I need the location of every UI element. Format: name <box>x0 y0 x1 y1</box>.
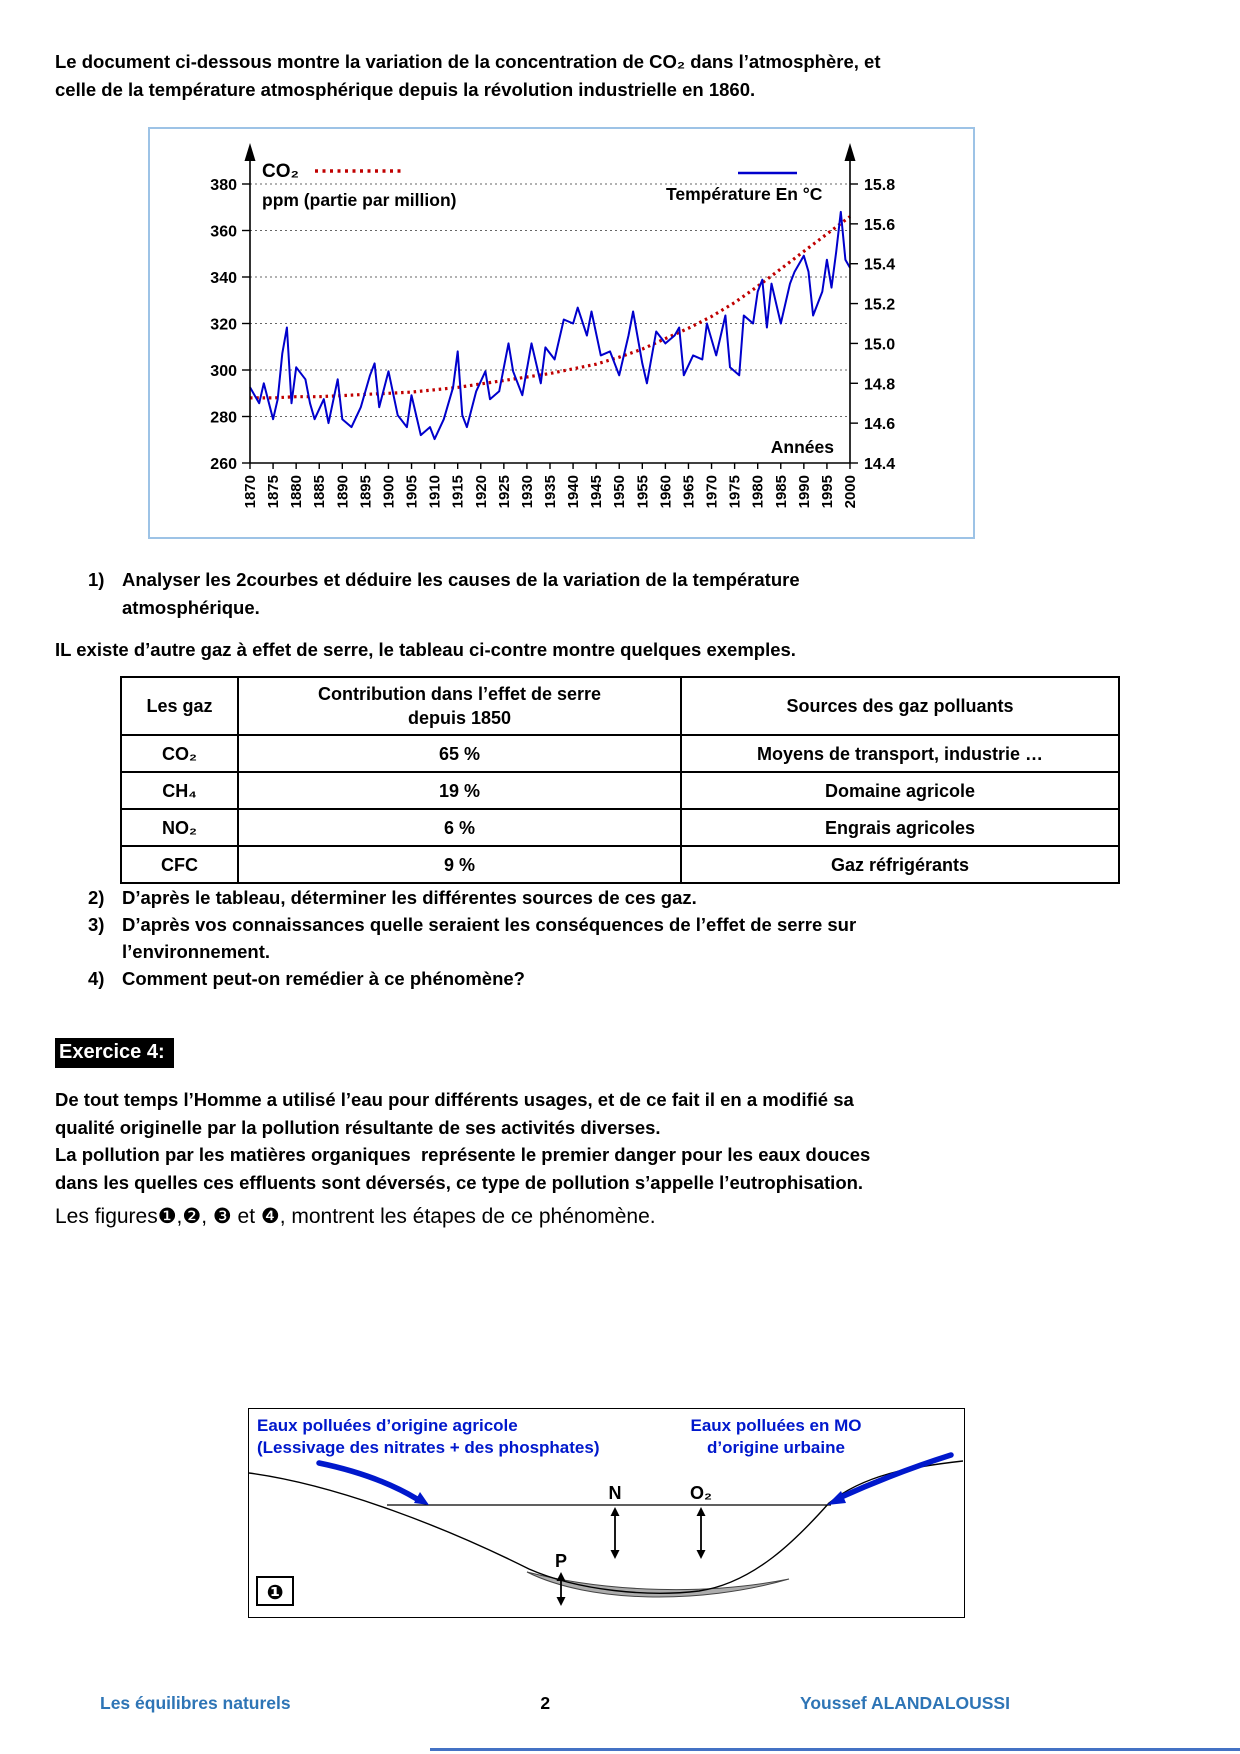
contribution-cell: 65 % <box>238 735 681 772</box>
arrow-head-down <box>697 1550 706 1559</box>
agricultural-water-label-line-2: (Lessivage des nitrates + des phosphates) <box>257 1438 600 1457</box>
phosphorus-label: P <box>554 1551 568 1571</box>
x-axis-tick-label: 1990 <box>795 475 813 509</box>
exercice-4-body: De tout temps l’Homme a utilisé l’eau pour différents usages, et de ce fait il en a modifié sa qualité originelle par la pollution résultante de ses activités diverses. La pollution par les matières organiques représente le premier danger pour les eaux douces dans les quelles ces effluents sont déversés, ce type de pollution s’appelle l’eutrophisation. <box>55 1089 871 1193</box>
x-axis-tick-label: 1950 <box>611 475 629 509</box>
left-axis-tick-label: 360 <box>210 223 237 241</box>
figures-caption: Les figures❶,❷, ❸ et ❹, montrent les étapes de ce phénomène. <box>55 1205 656 1228</box>
x-axis-tick-label: 1900 <box>380 475 398 509</box>
question-1-text: Analyser les 2courbes et déduire les causes de la variation de la température atmosphérique. <box>122 569 800 618</box>
left-axis-tick-label: 380 <box>210 177 237 194</box>
left-axis-arrow <box>245 143 256 161</box>
co2-series-line <box>250 217 850 398</box>
temperature-series-line <box>250 212 850 439</box>
table-row <box>121 846 1119 883</box>
x-axis-tick-label: 1945 <box>588 475 606 509</box>
chart-panel <box>148 127 975 539</box>
x-axis-tick-label: 1880 <box>288 475 306 509</box>
right-axis-tick-label: 15.4 <box>864 256 896 274</box>
x-axis-tick-label: 1895 <box>357 475 375 509</box>
x-axis-tick-label: 1960 <box>657 475 675 509</box>
x-axis-tick-label: 1930 <box>518 475 536 509</box>
footer-title: Les équilibres naturels <box>100 1693 291 1713</box>
right-axis-tick-label: 14.8 <box>864 376 896 394</box>
left-axis-tick-label: 300 <box>210 363 237 380</box>
x-axis-tick-label: 1970 <box>703 475 721 509</box>
source-cell: Domaine agricole <box>681 772 1119 809</box>
x-axis-tick-label: 1905 <box>403 475 421 509</box>
x-axis-tick-label: 1890 <box>334 475 352 509</box>
table-row <box>121 809 1119 846</box>
urban-water-label-line-1: Eaux polluées en MO <box>690 1416 862 1435</box>
x-axis-tick-label: 1940 <box>565 475 583 509</box>
urban-inflow-arrow <box>839 1455 951 1498</box>
x-axis-tick-label: 1870 <box>242 475 259 509</box>
table-header-contribution: Contribution dans l’effet de serre depuis 1850 <box>238 677 681 735</box>
x-axis-tick-label: 2000 <box>842 475 859 509</box>
question-3: 3) D’après vos connaissances quelle seraient les conséquences de l’effet de serre sur l’environnement. <box>88 914 857 962</box>
exercice-4-heading: Exercice 4: <box>55 1038 174 1068</box>
questions-2-4 <box>88 884 856 992</box>
table-row <box>121 772 1119 809</box>
gas-cell: NO₂ <box>121 809 238 846</box>
lake-basin-outline <box>249 1461 963 1593</box>
table-header-gas: Les gaz <box>121 677 238 735</box>
page-bottom-rule <box>430 1748 1240 1751</box>
arrow-head-up <box>611 1507 620 1516</box>
page-footer <box>100 1693 1010 1714</box>
table-header-sources: Sources des gaz polluants <box>681 677 1119 735</box>
source-cell: Moyens de transport, industrie … <box>681 735 1119 772</box>
co2-temperature-chart <box>150 129 973 537</box>
urban-water-label-line-2: d’origine urbaine <box>707 1438 845 1457</box>
source-cell: Gaz réfrigérants <box>681 846 1119 883</box>
right-axis-tick-label: 15.2 <box>864 296 896 314</box>
gas-cell: CH₄ <box>121 772 238 809</box>
legend-co2-unit: ppm (partie par million) <box>262 190 457 210</box>
legend-co2-label: CO₂ <box>262 161 299 182</box>
right-axis-tick-label: 15.6 <box>864 216 896 234</box>
contribution-cell: 19 % <box>238 772 681 809</box>
gas-cell: CFC <box>121 846 238 883</box>
x-axis-tick-label: 1885 <box>311 475 329 509</box>
eutrophication-figure-1 <box>248 1408 965 1618</box>
x-axis-tick-label: 1910 <box>426 475 444 509</box>
left-axis-tick-label: 320 <box>210 316 237 334</box>
left-axis-tick-label: 260 <box>210 456 237 473</box>
right-axis-tick-label: 15.0 <box>864 336 896 354</box>
oxygen-label: O₂ <box>690 1483 712 1503</box>
x-axis-tick-label: 1935 <box>542 475 559 509</box>
contribution-cell: 9 % <box>238 846 681 883</box>
left-axis-tick-label: 340 <box>210 270 237 287</box>
contribution-cell: 6 % <box>238 809 681 846</box>
intro-line-1: Le document ci-dessous montre la variation de la concentration de CO₂ dans l’atmosphère, et <box>55 51 881 72</box>
source-cell: Engrais agricoles <box>681 809 1119 846</box>
nitrogen-label: N <box>608 1483 622 1503</box>
x-axis-tick-label: 1925 <box>495 475 513 509</box>
agricultural-inflow-arrow <box>319 1463 417 1499</box>
table-row <box>121 735 1119 772</box>
chart-dynamic-layer <box>210 177 895 508</box>
table-header-row <box>121 677 1119 735</box>
arrow-head-down <box>611 1550 620 1559</box>
agricultural-water-label-line-1: Eaux polluées d’origine agricole <box>257 1416 518 1435</box>
right-axis-tick-label: 14.4 <box>864 456 896 473</box>
x-axis-tick-label: 1965 <box>680 475 698 509</box>
x-axis-tick-label: 1985 <box>772 475 790 509</box>
x-axis-tick-label: 1980 <box>749 475 767 509</box>
x-axis-title: Années <box>770 437 834 457</box>
question-1-number: 1) <box>88 569 105 590</box>
legend-temperature-label: Température En °C <box>666 184 823 204</box>
question-1 <box>88 566 800 622</box>
intro-line-2: celle de la température atmosphérique depuis la révolution industrielle en 1860. <box>55 79 756 100</box>
gases-intro: IL existe d’autre gaz à effet de serre, le tableau ci-contre montre quelques exemples. <box>55 639 796 660</box>
footer-author: Youssef ALANDALOUSSI <box>799 1693 1010 1713</box>
x-axis-tick-label: 1995 <box>818 475 836 509</box>
arrow-head-down <box>557 1597 566 1606</box>
right-axis-tick-label: 15.8 <box>864 177 896 194</box>
x-axis-tick-label: 1915 <box>449 475 467 509</box>
right-axis-tick-label: 14.6 <box>864 416 896 434</box>
intro-paragraph <box>55 48 881 104</box>
x-axis-tick-label: 1975 <box>726 475 744 509</box>
arrow-head-up <box>557 1572 566 1581</box>
x-axis-tick-label: 1875 <box>265 475 283 509</box>
greenhouse-gas-table <box>120 676 1120 884</box>
lake-diagram <box>249 1409 963 1616</box>
x-axis-tick-label: 1920 <box>472 475 490 509</box>
right-axis-arrow <box>845 143 856 161</box>
question-2: 2) D’après le tableau, déterminer les différentes sources de ces gaz. <box>88 887 697 908</box>
arrow-head-up <box>697 1507 706 1516</box>
gas-cell: CO₂ <box>121 735 238 772</box>
figure-number: ❶ <box>266 1582 284 1604</box>
left-axis-tick-label: 280 <box>210 409 237 427</box>
question-4: 4) Comment peut-on remédier à ce phénomène? <box>88 968 525 989</box>
x-axis-tick-label: 1955 <box>634 475 652 509</box>
page-number: 2 <box>540 1693 551 1713</box>
